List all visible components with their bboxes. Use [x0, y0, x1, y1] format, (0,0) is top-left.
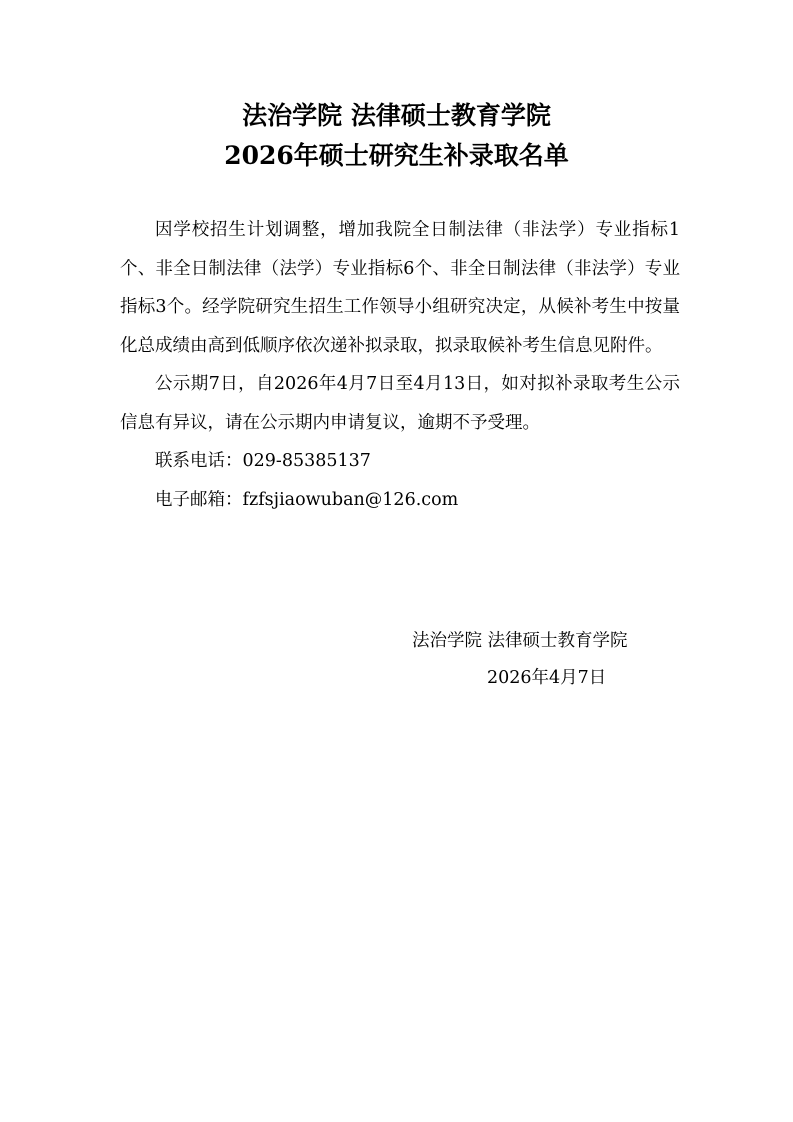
signature-date: 2026年4月7日 [487, 668, 607, 688]
signature-organization: 法治学院 法律硕士教育学院 [412, 631, 628, 651]
document-body [120, 211, 680, 519]
body-paragraph-publicity: 公示期7日，自2026年4月7日至4月13日，如对拟补录取考生公示信息有异议，请在公示期内申请复议，逾期不予受理。 [120, 374, 680, 433]
body-paragraph-adjustment: 因学校招生计划调整，增加我院全日制法律（非法学）专业指标1个、非全日制法律（法学）专业指标6个、非全日制法律（非法学）专业指标3个。经学院研究生招生工作领导小组研究决定，从候补考生中按量化总成绩由高到低顺序依次递补拟录取，拟录取候补考生信息见附件。 [120, 220, 680, 356]
document-title-line-2: 2026年硕士研究生补录取名单 [224, 141, 569, 170]
contact-email: 电子邮箱：fzfsjiaowuban@126.com [155, 489, 459, 510]
contact-phone: 联系电话：029-85385137 [155, 451, 371, 471]
document-title-line-1: 法治学院 法律硕士教育学院 [242, 101, 551, 130]
